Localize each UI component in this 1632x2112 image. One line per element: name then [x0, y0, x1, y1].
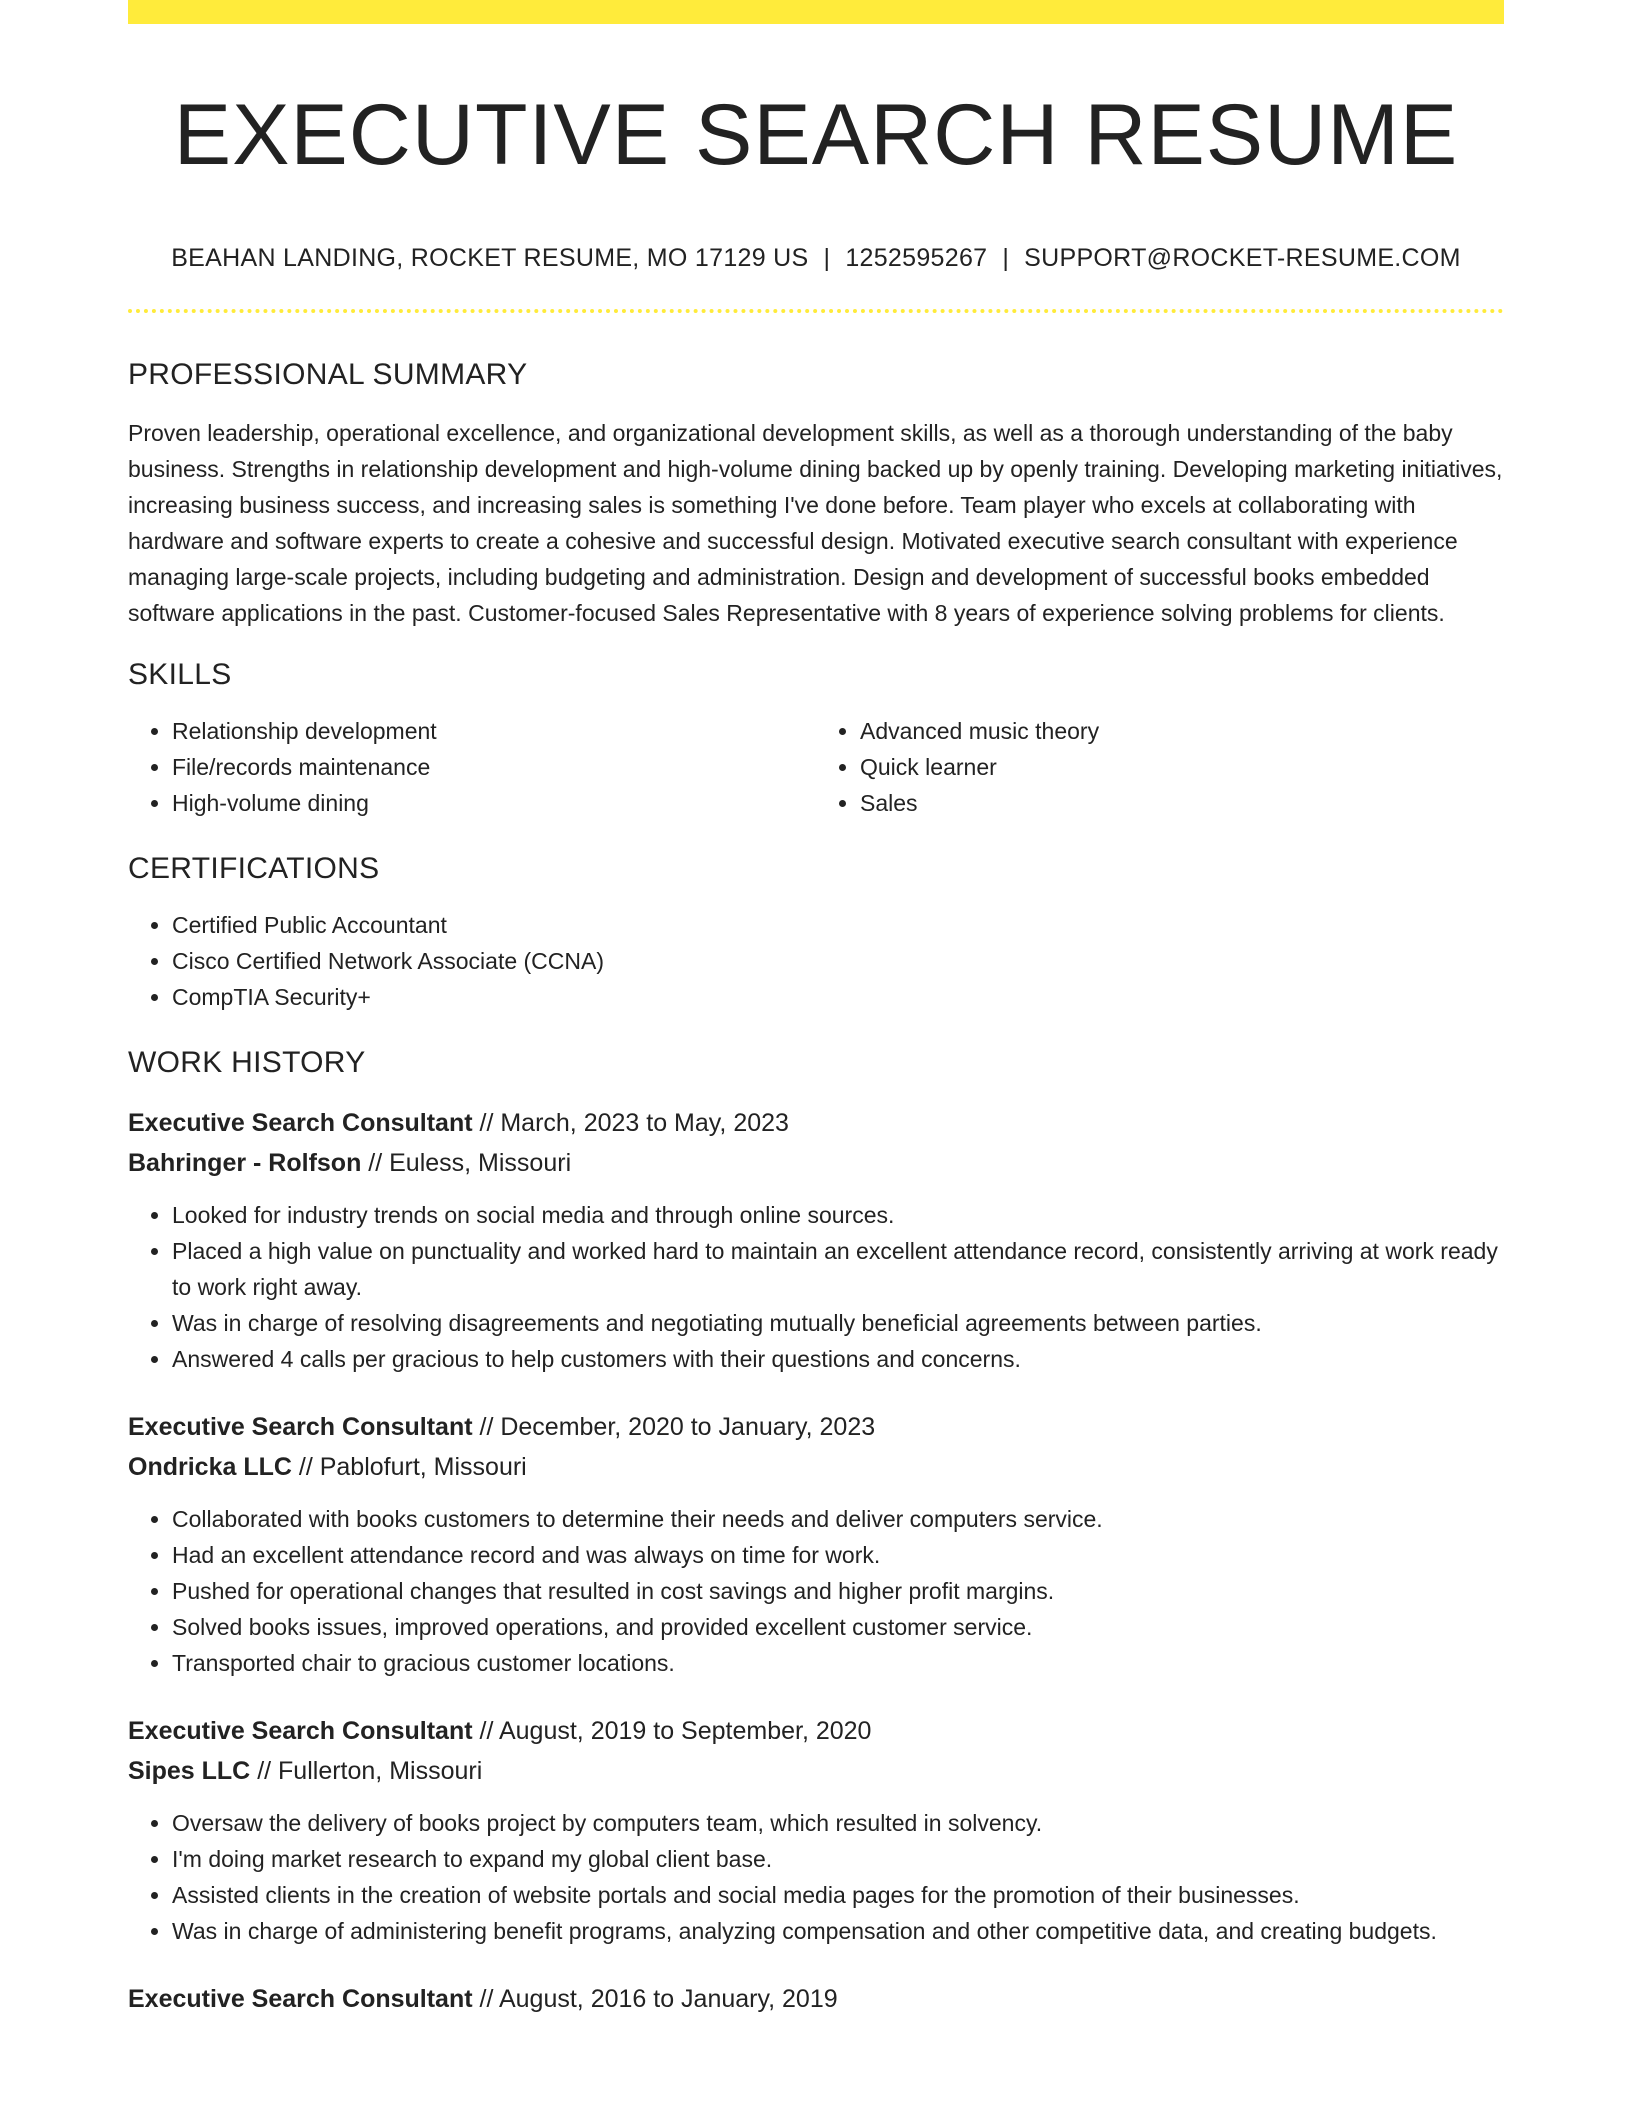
job-company: Bahringer - Rolfson	[128, 1148, 362, 1177]
job-duty: • Collaborated with books customers to determine their needs and deliver computers service.	[172, 1501, 1504, 1537]
job-duty: • I'm doing market research to expand my global client base.	[172, 1841, 1504, 1877]
job-location: // Pablofurt, Missouri	[291, 1452, 527, 1481]
skill-item: • Advanced music theory	[860, 713, 1504, 749]
job-duty: • Oversaw the delivery of books project by computers team, which resulted in solvency.	[172, 1805, 1504, 1841]
job-dates: // December, 2020 to January, 2023	[472, 1412, 876, 1441]
job-duty: • Transported chair to gracious customer locations.	[172, 1645, 1504, 1681]
job-role: Executive Search Consultant	[128, 1984, 473, 2013]
job-dates: // August, 2019 to September, 2020	[472, 1716, 872, 1745]
job-role-line	[128, 1407, 1504, 1447]
certification-item: • Certified Public Accountant	[172, 907, 1504, 943]
job-role: Executive Search Consultant	[128, 1716, 473, 1745]
job-company-line	[128, 1143, 1504, 1183]
contact-separator: |	[1002, 243, 1010, 272]
job-role: Executive Search Consultant	[128, 1108, 473, 1137]
contact-email: SUPPORT@ROCKET-RESUME.COM	[1024, 243, 1461, 272]
resume-page	[128, 0, 1504, 2019]
job-duty: • Was in charge of administering benefit programs, analyzing compensation and other competitive data, and creating budgets.	[172, 1913, 1504, 1949]
accent-top-bar	[128, 0, 1504, 24]
job-entry	[128, 1407, 1504, 1681]
job-duty: • Looked for industry trends on social media and through online sources.	[172, 1197, 1504, 1233]
job-location: // Euless, Missouri	[361, 1148, 572, 1177]
contact-address: BEAHAN LANDING, ROCKET RESUME, MO 17129 US	[171, 243, 809, 272]
job-location: // Fullerton, Missouri	[250, 1756, 483, 1785]
skills-column-right	[816, 713, 1504, 821]
job-company-line	[128, 1447, 1504, 1487]
skills-heading: SKILLS	[128, 657, 232, 691]
job-role-line	[128, 1711, 1504, 1751]
job-duty: • Solved books issues, improved operations, and provided excellent customer service.	[172, 1609, 1504, 1645]
contact-separator: |	[823, 243, 831, 272]
job-entry	[128, 1711, 1504, 1949]
skill-item: • Quick learner	[860, 749, 1504, 785]
skill-item: • Relationship development	[172, 713, 816, 749]
certifications-heading: CERTIFICATIONS	[128, 851, 380, 885]
certification-item: • CompTIA Security+	[172, 979, 1504, 1015]
job-company: Ondricka LLC	[128, 1452, 292, 1481]
job-dates: // March, 2023 to May, 2023	[472, 1108, 789, 1137]
job-company: Sipes LLC	[128, 1756, 251, 1785]
certification-item: • Cisco Certified Network Associate (CCNA)	[172, 943, 1504, 979]
skill-item: • High-volume dining	[172, 785, 816, 821]
skills-columns	[128, 713, 1504, 821]
contact-line	[128, 243, 1504, 273]
job-duties-list	[128, 1805, 1504, 1949]
skill-item: • Sales	[860, 785, 1504, 821]
dotted-divider	[128, 309, 1504, 313]
job-role-line	[128, 1979, 1504, 2019]
skills-column-left	[128, 713, 816, 821]
skill-item: • File/records maintenance	[172, 749, 816, 785]
certifications-list	[128, 907, 1504, 1015]
job-duties-list	[128, 1501, 1504, 1681]
contact-phone: 1252595267	[845, 243, 988, 272]
job-duty: • Assisted clients in the creation of website portals and social media pages for the promotion of their businesses.	[172, 1877, 1504, 1913]
job-duty: • Had an excellent attendance record and was always on time for work.	[172, 1537, 1504, 1573]
job-duty: • Was in charge of resolving disagreements and negotiating mutually beneficial agreements between parties.	[172, 1305, 1504, 1341]
job-entry	[128, 1979, 1504, 2019]
summary-heading: PROFESSIONAL SUMMARY	[128, 357, 528, 391]
job-dates: // August, 2016 to January, 2019	[472, 1984, 838, 2013]
skills-list-left	[128, 713, 816, 821]
job-duty: • Answered 4 calls per gracious to help customers with their questions and concerns.	[172, 1341, 1504, 1377]
job-duties-list	[128, 1197, 1504, 1377]
job-duty: • Placed a high value on punctuality and worked hard to maintain an excellent attendance record, consistently arriving at work ready to work right away.	[172, 1233, 1504, 1305]
resume-title: EXECUTIVE SEARCH RESUME	[173, 87, 1459, 183]
job-role-line	[128, 1103, 1504, 1143]
job-duty: • Pushed for operational changes that resulted in cost savings and higher profit margins.	[172, 1573, 1504, 1609]
summary-text: Proven leadership, operational excellence, and organizational development skills, as well as a thorough understanding of the baby business. Strengths in relationship development and high-volume dining backed up by openly training. Developing marketing initiatives, increasing business success, and increasing sales is something I've done before. Team player who excels at collaborating with hardware and software experts to create a cohesive and successful design. Motivated executive search consultant with experience managing large-scale projects, including budgeting and administration. Design and development of successful books embedded software applications in the past. Customer-focused Sales Representative with 8 years of experience solving problems for clients.	[128, 419, 1503, 626]
skills-list-right	[816, 713, 1504, 821]
job-company-line	[128, 1751, 1504, 1791]
job-role: Executive Search Consultant	[128, 1412, 473, 1441]
job-entry	[128, 1103, 1504, 1377]
work-history-heading: WORK HISTORY	[128, 1045, 366, 1079]
